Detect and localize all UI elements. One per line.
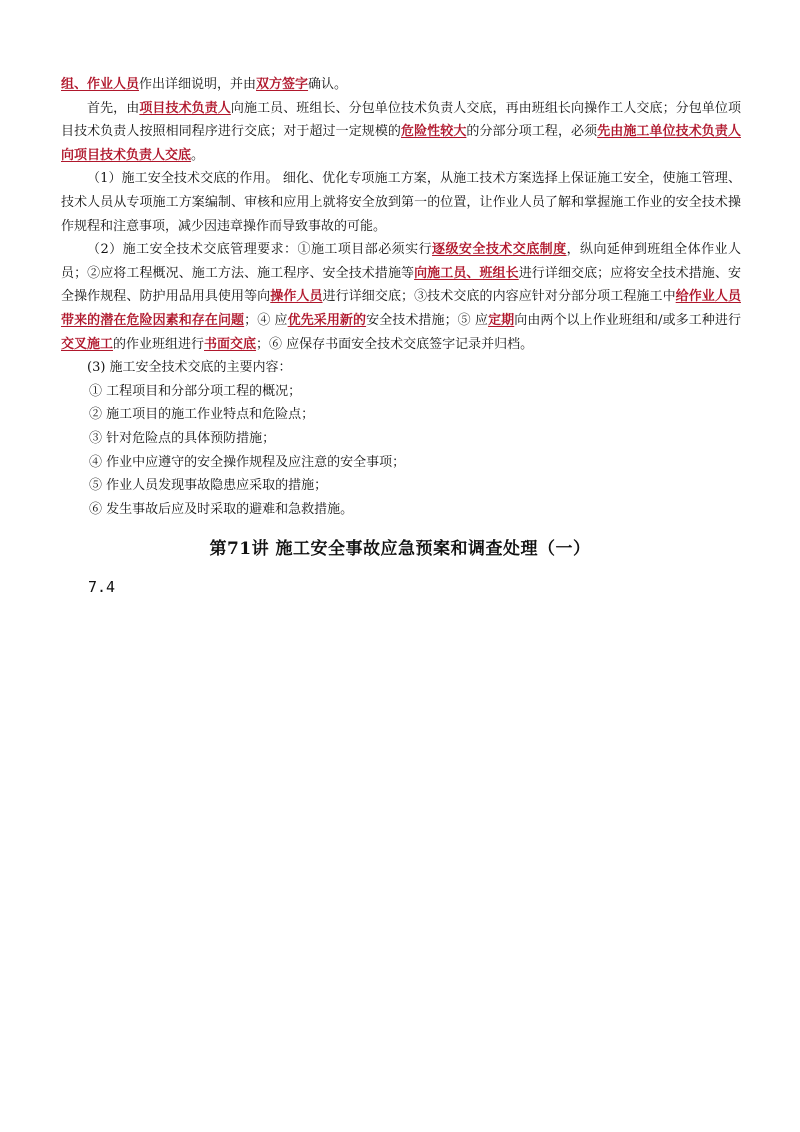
text-run: 进行详细交底；应将安全技术措施、安全操作规程、防护用品用具使用等向 <box>61 265 741 305</box>
list-item: ① 工程项目和分部分项工程的概况； <box>89 383 302 399</box>
highlighted-text: 危险性较大 <box>401 124 467 140</box>
section-heading: 第71讲 施工安全事故应急预案和调查处理（一） <box>209 539 591 559</box>
text-run: ；⑥ 应保存书面安全技术交底签字记录并归档。 <box>256 336 534 352</box>
text-run: 向施工员、班组长、分包单位技术负责人交底，再由班组长向操作工人交底；分包单位项目技术负责人按照相同程序进行交底；对于超过一定规模的 <box>61 100 741 140</box>
list-item: ④ 作业中应遵守的安全操作规程及应注意的安全事项； <box>89 454 406 470</box>
text-run: ，纵向延伸到班组全体作业人员；②应将工程概况、施工方法、施工程序、安全技术措施等 <box>61 242 741 281</box>
text-run: 进行详细交底；③技术交底的内容应针对分部分项工程施工中 <box>322 289 676 305</box>
text-run: 首先，由 <box>87 100 140 116</box>
text-run: 确认。 <box>308 77 348 92</box>
highlighted-text: 操作人员 <box>270 289 323 305</box>
highlighted-text: 先由施工单位技术负责人向项目技术负责人交底 <box>61 124 741 163</box>
list-item: ⑤ 作业人员发现事故隐患应采取的措施； <box>89 478 328 494</box>
text-run: 的分部分项工程，必须 <box>466 124 598 140</box>
text-run: 向由两个以上作业班组和/或多工种进行 <box>514 312 741 328</box>
highlighted-text: 书面交底 <box>204 336 257 352</box>
highlighted-text: 优先采用新的 <box>287 312 367 328</box>
list-item: ③ 针对危险点的具体预防措施； <box>89 430 276 446</box>
highlighted-text: 向施工员、班组长 <box>414 265 519 281</box>
list-item: ⑥ 发生事故后应及时采取的避难和急救措施。 <box>89 501 354 517</box>
text-run: 作出详细说明，并由 <box>139 77 257 92</box>
text-run: ；④ 应 <box>244 312 288 328</box>
highlighted-text: 定期 <box>488 312 515 328</box>
paragraph <box>61 238 741 356</box>
paragraph <box>61 73 741 97</box>
text-run: 安全技术措施；⑤ 应 <box>366 312 489 328</box>
highlighted-text: 项目技术负责人 <box>139 100 231 116</box>
section-number: 7.4 <box>88 578 116 596</box>
text-run: 。 <box>191 147 205 163</box>
highlighted-text: 组、作业人员 <box>61 77 140 92</box>
list-item: ② 施工项目的施工作业特点和危险点； <box>89 407 315 423</box>
text-run: （1）施工安全技术交底的作用。 细化、优化专项施工方案，从施工技术方案选择上保证施工安全，使施工管理、 技术人员从专项施工方案编制、审核和应用上就将安全放到第一的位置，让作业人员了解和掌握施工作业的安全技术操作规程和注意事项，减少因违章操作而导致事故的可能。 <box>61 171 741 234</box>
highlighted-text: 给作业人员带来的潜在危险因素和存在问题 <box>61 289 741 328</box>
contents-title: (3) 施工安全技术交底的主要内容： <box>87 360 292 376</box>
highlighted-text: 交叉施工 <box>61 336 114 352</box>
paragraph <box>61 167 741 238</box>
highlighted-text: 双方签字 <box>256 77 309 92</box>
contents-list <box>61 380 741 522</box>
highlighted-text: 逐级安全技术交底制度 <box>432 242 567 258</box>
text-run: 的作业班组进行 <box>113 336 205 352</box>
paragraph <box>61 97 741 168</box>
body-text <box>61 73 741 521</box>
paragraphs <box>61 73 741 356</box>
text-run: （2）施工安全技术交底管理要求：①施工项目部必须实行 <box>87 242 433 258</box>
